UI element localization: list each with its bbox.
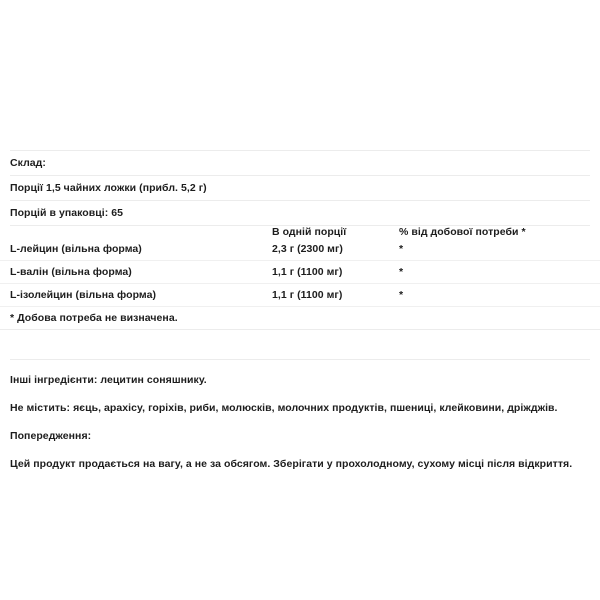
nutrient-amount: 1,1 г (1100 мг) (272, 261, 399, 284)
table-header-row (0, 226, 600, 238)
free-from-text: Не містить: яєць, арахісу, горіхів, риби, молюсків, молочних продуктів, пшениці, клейковини, дріжджів. (10, 402, 558, 414)
column-header-amount-per-serving: В одній порції (272, 226, 347, 238)
nutrition-facts-table (0, 226, 600, 330)
other-ingredients-text: Інші інгредієнти: лецитин соняшнику. (10, 374, 207, 386)
composition-label: Склад: (10, 157, 46, 169)
serving-size: Порції 1,5 чайних ложки (прибл. 5,2 г) (10, 182, 207, 194)
nutrient-name: L-лейцин (вільна форма) (0, 238, 272, 261)
nutrient-amount: 1,1 г (1100 мг) (272, 284, 399, 307)
notes-block (0, 360, 600, 471)
table-footnote-row (0, 307, 600, 330)
column-header-daily-value: % від добової потреби * (399, 226, 526, 238)
nutrient-daily-value: * (399, 261, 600, 284)
nutrient-amount: 2,3 г (2300 мг) (272, 238, 399, 261)
column-header-nutrient (0, 226, 272, 238)
table-row (0, 284, 600, 307)
nutrient-name: L-валін (вільна форма) (0, 261, 272, 284)
top-spacer (0, 0, 600, 150)
section-gap (0, 330, 600, 359)
servings-per-container: Порцій в упаковці: 65 (10, 207, 124, 219)
warning-text: Цей продукт продається на вагу, а не за обсягом. Зберігати у прохолодному, сухому місці після відкриття. (10, 458, 573, 470)
nutrient-daily-value: * (399, 284, 600, 307)
table-row (0, 238, 600, 261)
nutrient-name: L-ізолейцин (вільна форма) (0, 284, 272, 307)
daily-value-footnote: * Добова потреба не визначена. (0, 307, 600, 330)
warning-label: Попередження: (10, 430, 92, 442)
table-row (0, 261, 600, 284)
nutrient-daily-value: * (399, 238, 600, 261)
